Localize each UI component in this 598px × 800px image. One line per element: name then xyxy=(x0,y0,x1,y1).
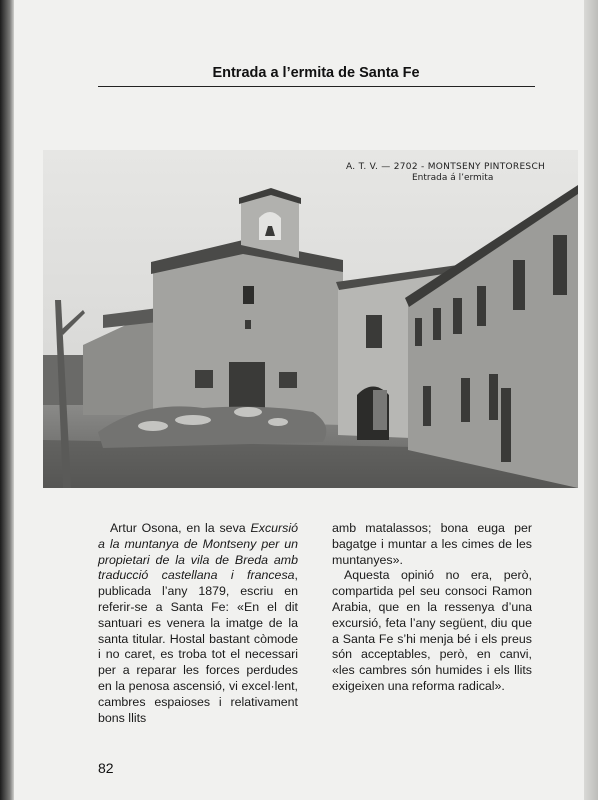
book-title: Excursió a la muntanya de Montseny per un propietari de la vila de Breda amb traducció castellana i francesa xyxy=(98,521,298,583)
photo-caption-line2: Entrada á l’ermita xyxy=(412,173,494,183)
article-paragraph-1 xyxy=(98,521,298,726)
article-paragraph-2: Aquesta opinió no era, però, compartida pel seu consoci Ramon Arabia, que en la ressenya d’una excursió, feta l’any següent, diu que a Santa Fe s’hi menja bé i els preus són acceptables, però, en canvi, «les cambres són humides i els llits exigeixen una reforma radical». xyxy=(332,568,532,693)
page-edge-right xyxy=(584,0,598,800)
paragraph-text: , publicada l’any 1879, escriu en referir-se a Santa Fe: «En el dit santuari es venera la imatge de la santa titular. Hostal bastant còmode i no caret, es troba tot el necessari per a reparar les forces perdudes en la penosa ascensió, vi excel·lent, cambres espaioses i relativament bons llits xyxy=(98,568,298,725)
article-paragraph-continued: amb matalassos; bona euga per bagatge i muntar a les cimes de les muntanyes». xyxy=(332,521,532,567)
page-number: 82 xyxy=(98,760,114,776)
page-title: Entrada a l’ermita de Santa Fe xyxy=(212,65,420,81)
paragraph-text: Artur Osona, en la seva xyxy=(110,521,251,535)
hermitage-photo xyxy=(43,150,578,488)
article-left-column xyxy=(98,521,298,726)
photo-caption-line1: A. T. V. — 2702 - MONTSENY PINTORESCH xyxy=(346,162,546,172)
photo-caption xyxy=(346,162,576,184)
hermitage-photo-drawing xyxy=(43,150,578,488)
page-edge-left xyxy=(0,0,14,800)
article-right-column xyxy=(332,521,532,695)
title-rule xyxy=(98,86,535,87)
